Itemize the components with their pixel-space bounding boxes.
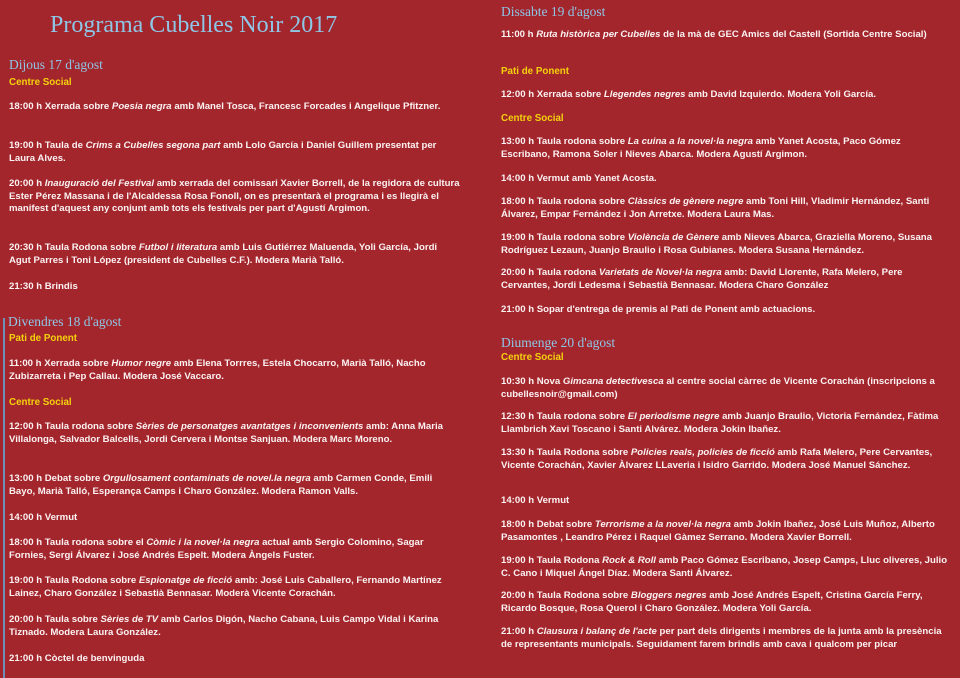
venue-label: Pati de Ponent xyxy=(9,333,78,344)
venue-label: Centre Social xyxy=(501,113,564,124)
event-item: 10:30 h Nova Gimcana detectivesca al centre social càrrec de Vicente Corachán (inscripcions a cubellesnoir@gmail.com) xyxy=(501,376,935,400)
event-item: 19:00 h Taula Rodona sobre Espionatge de ficció amb: José Luis Caballero, Fernando Martínez Lainez, Charo González i Sebastià Bennasar. Moderà Vicente Corachán. xyxy=(9,575,442,599)
event-item: 18:00 h Debat sobre Terrorisme a la novel·la negra amb Jokin Ibañez, José Luis Muñoz, Alberto Pasamontes , Leandro Pérez i Raquel Gàmez Serrano. Modera Xavier Borrell. xyxy=(501,519,935,543)
event-item: 20:00 h Taula Rodona sobre Bloggers negres amb José Andrés Espelt, Cristina García Ferry, Ricardo Bosque, Rosa Querol i Charo González. Modera Yoli García. xyxy=(501,590,923,614)
venue-label: Centre Social xyxy=(9,77,72,88)
event-item: 14:00 h Vermut xyxy=(9,512,78,523)
event-item: 13:00 h Taula rodona sobre La cuina a la novel·la negra amb Yanet Acosta, Paco Gómez Escribano, Ramona Soler i Nieves Abarca. Modera Agustí Argimon. xyxy=(501,136,901,160)
event-item: 12:00 h Xerrada sobre Llegendes negres amb David Izquierdo. Modera Yoli García. xyxy=(501,89,877,100)
event-item: 19:00 h Taula Rodona Rock & Roll amb Paco Gómez Escribano, Josep Camps, Lluc oliveres, Julio C. Cano i Miquel Ángel Díaz. Modera Santi Álvarez. xyxy=(501,555,948,579)
event-item: 11:00 h Ruta històrica per Cubelles de la mà de GEC Amics del Castell (Sortida Centre Social) xyxy=(501,29,927,40)
event-item: 13:00 h Debat sobre Orgullosament contaminats de novel.la negra amb Carmen Conde, Emili Bayo, Marià Talló, Esperança Camps i Charo González. Modera Ramon Valls. xyxy=(9,473,433,497)
event-item: 20:00 h Taula sobre Sèries de TV amb Carlos Digón, Nacho Cabana, Luis Campo Vidal i Karina Tiznado. Modera Laura González. xyxy=(9,614,439,638)
event-item: 18:00 h Taula rodona sobre el Còmic i la novel·la negra actual amb Sergio Colomino, Sagar Fornies, Sergi Álvarez i José Andrés Espelt. Modera Àngels Fuster. xyxy=(9,537,424,561)
event-item: 18:00 h Xerrada sobre Poesia negra amb Manel Tosca, Francesc Forcades i Angelique Pfitzner. xyxy=(9,101,441,112)
event-item: 14:00 h Vermut xyxy=(501,495,570,506)
event-item: 18:00 h Taula rodona sobre Clàssics de gènere negre amb Toni Hill, Vladimir Hernández, Santi Álvarez, Empar Fernández i Jon Arretxe. Modera Laura Mas. xyxy=(501,196,930,220)
event-item: 21:00 h Clausura i balanç de l'acte per part dels dirigents i membres de la junta amb la presència de representants municipals. Seguidament farem brindis amb cava i qualcom per picar xyxy=(501,626,942,650)
venue-label: Pati de Ponent xyxy=(501,66,570,77)
day-heading-sunday: Diumenge 20 d'agost xyxy=(501,335,616,350)
event-item: 12:00 h Taula rodona sobre Sèries de personatges avantatges i inconvenients amb: Anna Maria Villalonga, Salvador Balcells, Jordi Cervera i Montse Sanjuan. Modera Marc Moreno. xyxy=(9,421,443,445)
event-item: 21:00 h Còctel de benvinguda xyxy=(9,653,145,664)
event-item: 21:00 h Sopar d'entrega de premis al Pati de Ponent amb actuacions. xyxy=(501,304,816,315)
day-heading-thursday: Dijous 17 d'agost xyxy=(9,57,103,72)
day-heading-friday: Divendres 18 d'agost xyxy=(8,314,122,329)
event-item: 20:00 h Inauguració del Festival amb xerrada del comissari Xavier Borrell, de la regidora de cultura Ester Pérez Massana i de l'Alcaldessa Rosa Fonoll, on es presentarà el programa i es llegirà el manifest d'aquest any conjunt amb tots els festivals per part d'Agustí Argimon. xyxy=(9,178,460,215)
event-item: 14:00 h Vermut amb Yanet Acosta. xyxy=(501,173,657,184)
event-item: 20:00 h Taula rodona Varietats de Novel·la negra amb: David Llorente, Rafa Melero, Pere Cervantes, Jordi Ledesma i Sebastià Bennasar. Modera Charo González xyxy=(501,267,903,291)
column-divider-line xyxy=(3,318,5,678)
event-item: 11:00 h Xerrada sobre Humor negre amb Elena Torrres, Estela Chocarro, Marià Talló, Nacho Zubizarreta i Pep Callau. Modera José Vaccaro. xyxy=(9,358,426,382)
page-title: Programa Cubelles Noir 2017 xyxy=(50,12,338,38)
event-item: 20:30 h Taula Rodona sobre Futbol i literatura amb Luis Gutiérrez Maluenda, Yoli García, Jordi Agut Parres i Toni López (president de Cubelles C.F.). Modera Marià Talló. xyxy=(9,242,438,266)
venue-label: Centre Social xyxy=(9,397,72,408)
event-item: 21:30 h Brindis xyxy=(9,281,78,292)
day-heading-saturday: Dissabte 19 d'agost xyxy=(501,4,606,19)
event-item: 13:30 h Taula Rodona sobre Policies reals, policies de ficció amb Rafa Melero, Pere Cervantes, Vicente Corachán, Xavier Àlvarez LLaveria i Isidro Garrido. Modera José Manuel Sánchez. xyxy=(501,447,933,471)
event-item: 19:00 h Taula de Crims a Cubelles segona part amb Lolo García i Daniel Guillem presentat per Laura Alves. xyxy=(9,140,437,164)
event-item: 19:00 h Taula rodona sobre Violència de Gènere amb Nieves Abarca, Graziella Moreno, Susana Rodríguez Lezaun, Juanjo Braulio i Rosa Gubianes. Modera Susana Hernández. xyxy=(501,232,933,256)
venue-label: Centre Social xyxy=(501,352,564,363)
event-item: 12:30 h Taula rodona sobre El periodisme negre amb Juanjo Braulio, Victoria Fernández, Fàtima Llambrich Xavi Toscano i Santi Alvárez. Modera Jokin Ibañez. xyxy=(501,411,939,435)
